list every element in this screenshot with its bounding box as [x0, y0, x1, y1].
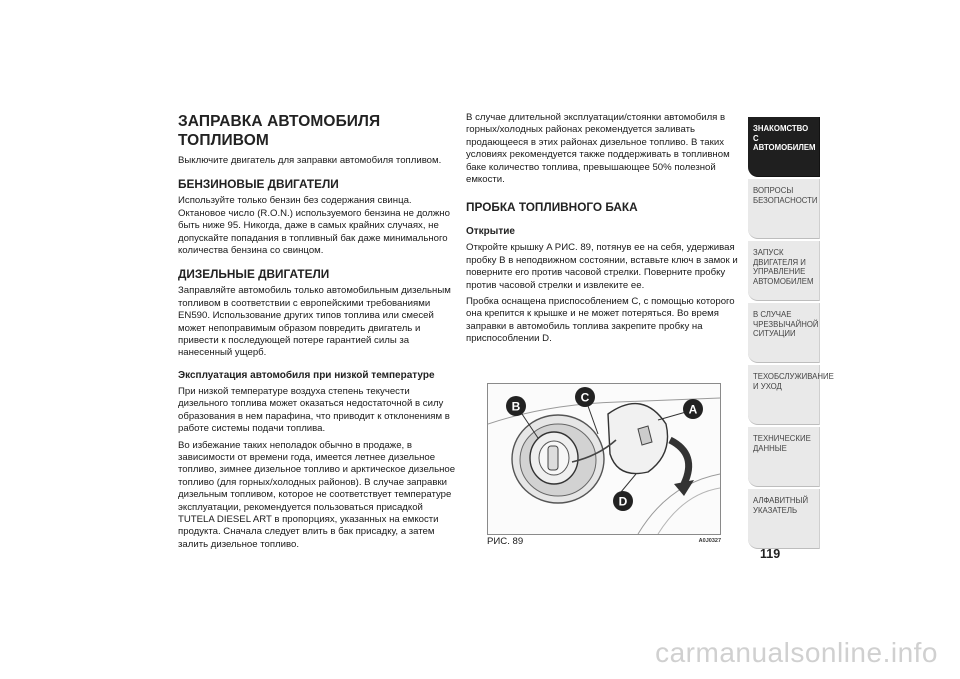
- tab-label: ЗАПУСК ДВИГАТЕЛЯ И УПРАВЛЕНИЕ АВТОМОБИЛЕМ: [753, 248, 814, 286]
- page-number: 119: [760, 547, 781, 561]
- watermark: carmanualsonline.info: [655, 637, 938, 668]
- figure-label-c: C: [580, 390, 590, 405]
- fuel-cap-illustration: [488, 384, 720, 534]
- tab-technical-data[interactable]: [748, 427, 820, 487]
- lowtemp-paragraph-2: Во избежание таких неполадок обычно в продаже, в зависимости от времени года, имеется летнее дизельное топливо, зимнее дизельное топливо и арктическое дизельное топливо (для горных/холодных районов). В случае заправки дизельным топливом, которое не соответствует температуре эксплуатации, рекомендуется пользоваться присадкой TUTELA DIESEL ART в пропорциях, указанных на емкости продукта. Сначала следует влить в бак присадку, а затем залить дизельное топливо.: [178, 439, 456, 550]
- tab-label: ТЕХОБСЛУЖИВАНИЕ И УХОД: [753, 372, 834, 391]
- petrol-heading: БЕНЗИНОВЫЕ ДВИГАТЕЛИ: [178, 177, 339, 192]
- fuel-cap-heading: ПРОБКА ТОПЛИВНОГО БАКА: [466, 200, 638, 215]
- tab-vehicle-familiarisation[interactable]: [748, 117, 820, 177]
- tab-starting-and-driving[interactable]: [748, 241, 820, 301]
- tab-label: ЗНАКОМСТВО С АВТОМОБИЛЕМ: [753, 124, 816, 153]
- figure-caption-text: РИС. 89: [487, 536, 524, 547]
- opening-paragraph-2: Пробка оснащена приспособлением C, с помощью которого она крепится к крышке и не может потеряться. Во время заправки в автомобиль топлива закрепите пробку на приспособлении D.: [466, 296, 735, 345]
- tab-emergency[interactable]: [748, 303, 820, 363]
- lowtemp-paragraph-1: При низкой температуре воздуха степень текучести дизельного топлива может оказаться недостаточной в силу образования в нем парафина, что приводит к отклонениям в работе системы подачи топлива.: [178, 385, 450, 435]
- tab-label: АЛФАВИТНЫЙ УКАЗАТЕЛЬ: [753, 496, 809, 515]
- chapter-tabs: [748, 117, 834, 545]
- petrol-text: Используйте только бензин без содержания свинца. Октановое число (R.O.N.) используемого бензина не должно быть ниже 95. Никогда, даже в самых крайних случаях, не допускайте попадания в топливный бак даже минимального количества бензина со свинцом.: [178, 195, 450, 257]
- page-title: ЗАПРАВКА АВТОМОБИЛЯ ТОПЛИВОМ: [178, 113, 381, 149]
- lowtemp-heading: Эксплуатация автомобиля при низкой температуре: [178, 369, 435, 381]
- fuel-cap-figure: [487, 383, 721, 535]
- mountain-text: В случае длительной эксплуатации/стоянки автомобиля в горных/холодных районах рекомендуется заливать продающееся в этих районах дизельное топливо. В таких условиях рекомендуется также поддерживать в топливном баке количество топлива, превышающее 50% полезной емкости.: [466, 112, 730, 186]
- diesel-heading: ДИЗЕЛЬНЫЕ ДВИГАТЕЛИ: [178, 267, 330, 282]
- figure-label-d: D: [618, 494, 628, 509]
- tab-maintenance[interactable]: [748, 365, 834, 425]
- left-column: [178, 112, 456, 555]
- right-column: [466, 112, 742, 350]
- figure-label-a: A: [688, 402, 698, 417]
- tab-label: ТЕХНИЧЕСКИЕ ДАННЫЕ: [753, 434, 811, 453]
- figure-caption: [487, 536, 721, 548]
- intro-text: Выключите двигатель для заправки автомобиля топливом.: [178, 155, 442, 166]
- tab-label: В СЛУЧАЕ ЧРЕЗВЫЧАЙНОЙ СИТУАЦИИ: [753, 310, 819, 339]
- tab-index[interactable]: [748, 489, 820, 549]
- figure-label-b: B: [511, 399, 521, 414]
- tab-label: ВОПРОСЫ БЕЗОПАСНОСТИ: [753, 186, 818, 205]
- diesel-text: Заправляйте автомобиль только автомобильным дизельным топливом в соответствии с европейскими требованиями EN590. Использование других типов топлива или смесей может непоправимым образом повредить двигатель и привести к последующей потере гарантией силы за нанесенный ущерб.: [178, 285, 451, 359]
- tab-safety[interactable]: [748, 179, 820, 239]
- opening-paragraph-1: Откройте крышку A РИС. 89, потянув ее на себя, удерживая пробку B в неподвижном состоянии, вставьте ключ в замок и поверните его против часовой стрелки. Поверните пробку против часовой стрелки и извлеките ее.: [466, 242, 738, 291]
- figure-code: A0J0327: [698, 538, 721, 544]
- opening-heading: Открытие: [466, 226, 515, 238]
